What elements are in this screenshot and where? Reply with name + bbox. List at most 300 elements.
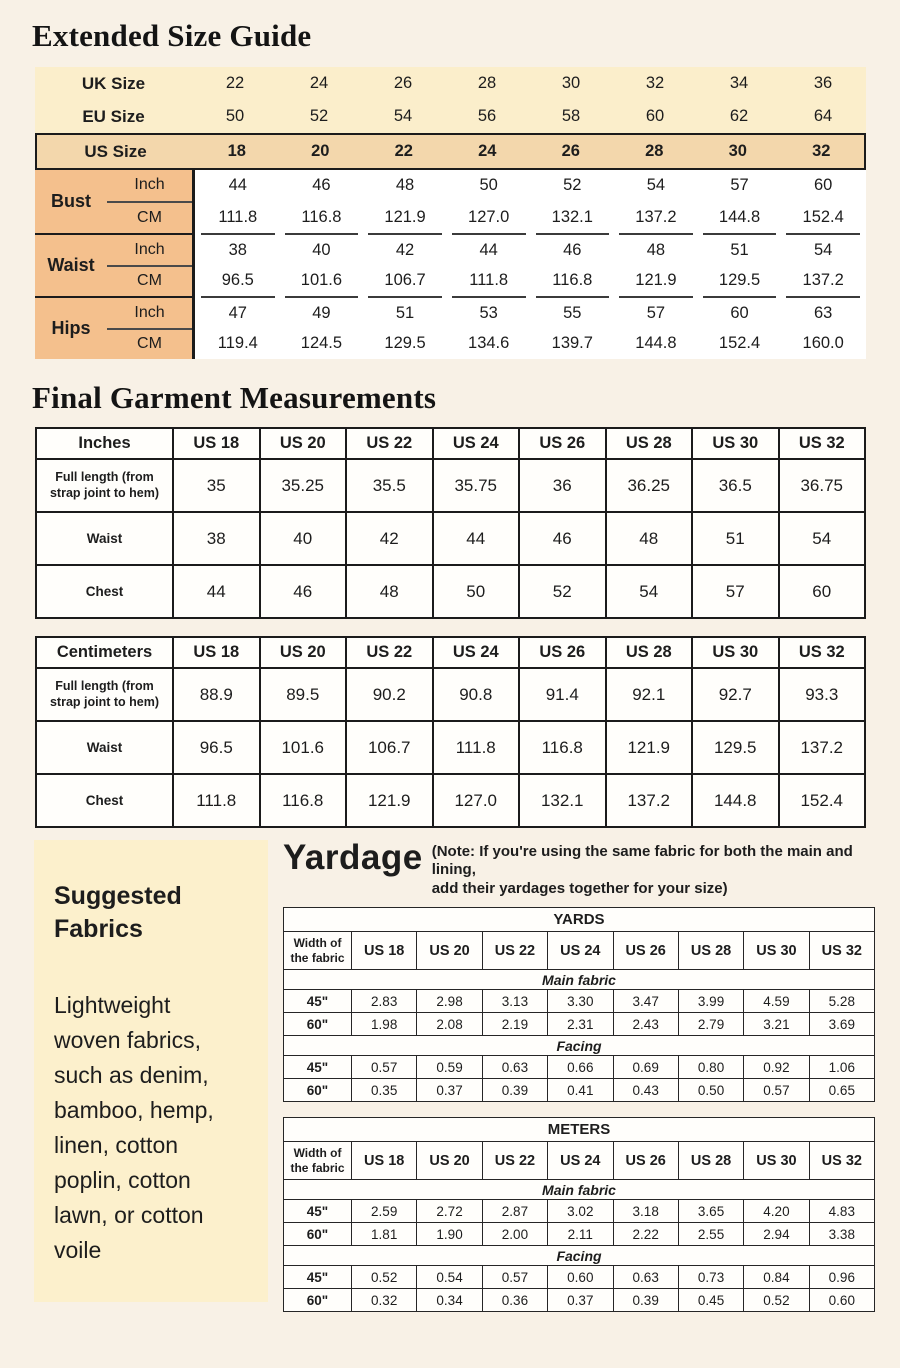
yardage-note <box>432 840 875 898</box>
garment-size-header: US 24 <box>433 428 520 459</box>
yardage-value-cell: 0.45 <box>678 1289 743 1312</box>
garment-value-cell: 54 <box>779 512 866 565</box>
garment-value-cell: 90.2 <box>346 668 433 721</box>
yardage-value-cell: 0.80 <box>678 1056 743 1079</box>
yardage-yards-table-container <box>283 907 875 1102</box>
extended-size-guide-title: Extended Size Guide <box>32 18 312 53</box>
yardage-value-cell: 2.08 <box>417 1013 482 1036</box>
yardage-data-row <box>284 1079 875 1102</box>
yardage-size-header: US 22 <box>482 932 547 970</box>
yardage-value-cell: 0.57 <box>744 1079 809 1102</box>
yardage-data-row <box>284 1266 875 1289</box>
inch-value-cell: 46 <box>312 176 331 195</box>
garment-size-header: US 20 <box>260 428 347 459</box>
yardage-value-cell: 2.59 <box>352 1200 417 1223</box>
garment-size-header: US 32 <box>779 637 866 668</box>
size-value-cell: 28 <box>645 142 664 160</box>
size-value-cell: 30 <box>728 142 747 160</box>
yardage-meters-table-container <box>283 1117 875 1312</box>
yardage-size-header: US 20 <box>417 932 482 970</box>
yardage-unit-header: YARDS <box>284 908 875 932</box>
yardage-value-cell: 0.41 <box>548 1079 613 1102</box>
fabric-width-label: 60" <box>284 1079 352 1102</box>
cm-value-cell: 116.8 <box>552 271 593 290</box>
cm-value-cell: 106.7 <box>384 271 426 290</box>
garment-size-header: US 18 <box>173 428 260 459</box>
garment-data-row <box>36 721 865 774</box>
yardage-header <box>283 840 875 898</box>
suggested-fabrics-title: Suggested Fabrics <box>54 882 182 943</box>
measurement-group <box>35 233 866 296</box>
measurement-column <box>703 296 777 359</box>
yardage-section-label: Main fabric <box>284 1180 875 1200</box>
yardage-value-cell: 1.81 <box>352 1223 417 1246</box>
garment-value-cell: 137.2 <box>779 721 866 774</box>
size-value-cell: 64 <box>813 107 833 125</box>
yardage-value-cell: 0.52 <box>352 1266 417 1289</box>
cm-value-cell: 139.7 <box>551 334 593 353</box>
garment-size-header: US 28 <box>606 637 693 668</box>
yardage-unit-header: METERS <box>284 1118 875 1142</box>
inch-value-cell: 38 <box>228 240 247 259</box>
inch-value-cell: 51 <box>730 240 749 259</box>
yardage-value-cell: 2.19 <box>482 1013 547 1036</box>
yardage-value-cell: 3.30 <box>548 990 613 1013</box>
size-value-cell: 32 <box>645 74 665 92</box>
yardage-value-cell: 0.34 <box>417 1289 482 1312</box>
measurement-column <box>285 170 359 233</box>
yardage-value-cell: 0.50 <box>678 1079 743 1102</box>
yardage-value-cell: 0.69 <box>613 1056 678 1079</box>
garment-value-cell: 127.0 <box>433 774 520 827</box>
measurement-column <box>285 233 359 296</box>
size-conversion-values <box>192 100 866 133</box>
measurement-name: Bust <box>35 170 107 233</box>
yardage-value-cell: 0.92 <box>744 1056 809 1079</box>
yardage-size-header: US 32 <box>809 1142 874 1180</box>
cm-value-cell: 96.5 <box>221 271 254 290</box>
yardage-value-cell: 0.84 <box>744 1266 809 1289</box>
garment-measurements-inches-container <box>0 427 900 619</box>
garment-size-header: US 22 <box>346 428 433 459</box>
yardage-size-header: US 26 <box>613 1142 678 1180</box>
garment-size-header: US 22 <box>346 637 433 668</box>
inch-value-cell: 60 <box>730 303 749 322</box>
measurement-column <box>452 296 526 359</box>
yardage-value-cell: 0.32 <box>352 1289 417 1312</box>
garment-data-row <box>36 512 865 565</box>
yardage-value-cell: 2.43 <box>613 1013 678 1036</box>
yardage-unit-row <box>284 908 875 932</box>
yardage-value-cell: 2.72 <box>417 1200 482 1223</box>
yardage-value-cell: 0.52 <box>744 1289 809 1312</box>
cm-value-cell: 137.2 <box>802 271 844 290</box>
yardage-table <box>283 907 875 1102</box>
size-system-label: UK Size <box>81 73 146 93</box>
inch-value-cell: 54 <box>814 240 833 259</box>
yardage-value-cell: 0.73 <box>678 1266 743 1289</box>
cm-value-cell: 127.0 <box>468 207 510 226</box>
inch-value-cell: 47 <box>228 303 247 322</box>
inch-value-cell: 57 <box>730 176 749 195</box>
yardage-value-cell: 0.63 <box>613 1266 678 1289</box>
measurement-column <box>201 296 275 359</box>
cm-value-cell: 121.9 <box>384 207 426 226</box>
measurement-column <box>201 170 275 233</box>
measurement-column <box>619 296 693 359</box>
garment-value-cell: 116.8 <box>260 774 347 827</box>
garment-value-cell: 144.8 <box>692 774 779 827</box>
fabric-width-label: 45" <box>284 1200 352 1223</box>
fabric-width-header: Width of the fabric <box>284 932 352 970</box>
fabric-width-label: 60" <box>284 1013 352 1036</box>
fabric-width-label: 60" <box>284 1289 352 1312</box>
measurement-name: Waist <box>35 233 107 296</box>
measurement-column <box>703 233 777 296</box>
measurement-name: Hips <box>35 296 107 359</box>
measurement-column <box>619 233 693 296</box>
garment-unit-header: Centimeters <box>36 637 173 668</box>
inch-value-cell: 51 <box>395 303 415 322</box>
garment-data-row <box>36 668 865 721</box>
yardage-value-cell: 2.31 <box>548 1013 613 1036</box>
garment-value-cell: 111.8 <box>433 721 520 774</box>
size-value-cell: 24 <box>309 74 329 92</box>
garment-value-cell: 48 <box>606 512 693 565</box>
garment-value-cell: 35.25 <box>260 459 347 512</box>
inch-value-cell: 55 <box>563 303 582 322</box>
inch-value-cell: 50 <box>479 176 498 195</box>
inch-value-cell: 48 <box>646 240 666 259</box>
measurement-column <box>536 296 610 359</box>
garment-data-row <box>36 565 865 618</box>
size-value-cell: 26 <box>561 142 580 160</box>
fabric-width-label: 45" <box>284 1056 352 1079</box>
garment-value-cell: 132.1 <box>519 774 606 827</box>
yardage-value-cell: 0.35 <box>352 1079 417 1102</box>
measurement-values <box>192 233 866 296</box>
cm-value-cell: 121.9 <box>635 271 677 290</box>
garment-value-cell: 54 <box>606 565 693 618</box>
yardage-section-label: Facing <box>284 1036 875 1056</box>
garment-row-label: Waist <box>36 512 173 565</box>
inch-value-cell: 57 <box>646 303 666 322</box>
yardage-value-cell: 3.99 <box>678 990 743 1013</box>
yardage-note-line1: (Note: If you're using the same fabric for both the main and lining, <box>431 843 853 879</box>
yardage-value-cell: 0.39 <box>482 1079 547 1102</box>
unit-cm-label: CM <box>137 208 162 226</box>
cm-value-cell: 152.4 <box>718 334 761 353</box>
size-value-cell: 32 <box>812 142 831 160</box>
size-value-cell: 18 <box>227 142 246 160</box>
size-value-cell: 28 <box>477 74 497 92</box>
cm-value-cell: 137.2 <box>635 207 677 226</box>
garment-value-cell: 35.5 <box>346 459 433 512</box>
garment-row-label: Chest <box>36 565 173 618</box>
yardage-value-cell: 0.36 <box>482 1289 547 1312</box>
yardage-value-cell: 0.59 <box>417 1056 482 1079</box>
size-conversion-row <box>35 133 866 170</box>
garment-value-cell: 44 <box>173 565 260 618</box>
yardage-size-row <box>284 932 875 970</box>
size-conversion-row <box>35 100 866 133</box>
cm-value-cell: 144.8 <box>718 207 761 226</box>
unit-cm-label: CM <box>137 335 162 353</box>
garment-value-cell: 52 <box>519 565 606 618</box>
yardage-size-header: US 18 <box>352 1142 417 1180</box>
yardage-section-row <box>284 970 875 990</box>
garment-header-row <box>36 637 865 668</box>
inch-value-cell: 52 <box>563 176 582 195</box>
yardage-value-cell: 0.96 <box>809 1266 874 1289</box>
fabric-width-header: Width of the fabric <box>284 1142 352 1180</box>
garment-row-label: Full length (from strap joint to hem) <box>36 459 173 512</box>
size-value-cell: 56 <box>477 107 497 125</box>
unit-inch-label: Inch <box>107 235 192 267</box>
yardage-data-row <box>284 1013 875 1036</box>
unit-inch-label: Inch <box>107 170 192 203</box>
yardage-size-header: US 24 <box>548 1142 613 1180</box>
size-value-cell: 30 <box>561 74 581 92</box>
size-value-cell: 26 <box>393 74 413 92</box>
yardage-value-cell: 0.57 <box>352 1056 417 1079</box>
garment-value-cell: 92.7 <box>692 668 779 721</box>
final-garment-measurements-title: Final Garment Measurements <box>32 380 437 415</box>
garment-value-cell: 137.2 <box>606 774 693 827</box>
yardage-size-header: US 30 <box>744 1142 809 1180</box>
garment-value-cell: 116.8 <box>519 721 606 774</box>
garment-data-row <box>36 774 865 827</box>
unit-inch-label: Inch <box>107 298 192 330</box>
size-value-cell: 62 <box>729 107 749 125</box>
size-value-cell: 24 <box>478 142 497 160</box>
garment-value-cell: 89.5 <box>260 668 347 721</box>
yardage-value-cell: 4.20 <box>744 1200 809 1223</box>
yardage-section <box>283 840 875 1312</box>
yardage-size-header: US 26 <box>613 932 678 970</box>
cm-value-cell: 144.8 <box>635 334 677 353</box>
garment-value-cell: 51 <box>692 512 779 565</box>
fabric-width-label: 60" <box>284 1223 352 1246</box>
size-value-cell: 34 <box>729 74 749 92</box>
yardage-size-header: US 32 <box>809 932 874 970</box>
yardage-value-cell: 2.83 <box>352 990 417 1013</box>
size-guide-page <box>0 18 900 1368</box>
measurement-values <box>192 296 866 359</box>
cm-value-cell: 129.5 <box>718 271 761 290</box>
measurement-column <box>619 170 693 233</box>
garment-value-cell: 50 <box>433 565 520 618</box>
yardage-value-cell: 3.69 <box>809 1013 874 1036</box>
yardage-data-row <box>284 1200 875 1223</box>
garment-value-cell: 111.8 <box>173 774 260 827</box>
yardage-value-cell: 2.94 <box>744 1223 809 1246</box>
measurement-values <box>192 170 866 233</box>
size-value-cell: 60 <box>645 107 665 125</box>
garment-value-cell: 101.6 <box>260 721 347 774</box>
garment-size-header: US 26 <box>519 428 606 459</box>
garment-value-cell: 121.9 <box>346 774 433 827</box>
yardage-value-cell: 5.28 <box>809 990 874 1013</box>
yardage-value-cell: 3.18 <box>613 1200 678 1223</box>
measurement-column <box>368 296 442 359</box>
size-value-cell: 20 <box>311 142 330 160</box>
cm-value-cell: 160.0 <box>802 334 844 353</box>
yardage-value-cell: 3.13 <box>482 990 547 1013</box>
yardage-value-cell: 0.57 <box>482 1266 547 1289</box>
measurement-units <box>107 170 192 233</box>
garment-unit-header: Inches <box>36 428 173 459</box>
inch-value-cell: 44 <box>228 176 247 195</box>
size-value-cell: 54 <box>393 107 413 125</box>
cm-value-cell: 134.6 <box>468 334 510 353</box>
garment-value-cell: 35 <box>173 459 260 512</box>
yardage-section-row <box>284 1036 875 1056</box>
garment-value-cell: 91.4 <box>519 668 606 721</box>
garment-table <box>35 427 866 619</box>
yardage-value-cell: 2.87 <box>482 1200 547 1223</box>
garment-value-cell: 38 <box>173 512 260 565</box>
garment-value-cell: 36.75 <box>779 459 866 512</box>
garment-value-cell: 35.75 <box>433 459 520 512</box>
garment-value-cell: 46 <box>260 565 347 618</box>
measurement-column <box>452 170 526 233</box>
yardage-value-cell: 0.63 <box>482 1056 547 1079</box>
yardage-size-header: US 28 <box>678 1142 743 1180</box>
yardage-title: Yardage <box>283 838 423 877</box>
yardage-value-cell: 1.98 <box>352 1013 417 1036</box>
yardage-unit-row <box>284 1118 875 1142</box>
inch-value-cell: 48 <box>395 176 415 195</box>
yardage-value-cell: 0.54 <box>417 1266 482 1289</box>
garment-table <box>35 636 866 828</box>
garment-value-cell: 36.5 <box>692 459 779 512</box>
garment-value-cell: 96.5 <box>173 721 260 774</box>
garment-value-cell: 48 <box>346 565 433 618</box>
garment-value-cell: 121.9 <box>606 721 693 774</box>
yardage-value-cell: 3.47 <box>613 990 678 1013</box>
yardage-value-cell: 3.38 <box>809 1223 874 1246</box>
yardage-data-row <box>284 1056 875 1079</box>
garment-value-cell: 129.5 <box>692 721 779 774</box>
measurement-column <box>201 233 275 296</box>
size-conversion-rows <box>35 67 866 170</box>
garment-size-header: US 30 <box>692 428 779 459</box>
measurement-column <box>368 170 442 233</box>
size-value-cell: 50 <box>225 107 245 125</box>
garment-measurements-centimeters-container <box>0 636 900 828</box>
yardage-size-header: US 28 <box>678 932 743 970</box>
garment-value-cell: 88.9 <box>173 668 260 721</box>
yardage-size-row <box>284 1142 875 1180</box>
inch-value-cell: 46 <box>563 240 582 259</box>
garment-value-cell: 46 <box>519 512 606 565</box>
cm-value-cell: 132.1 <box>551 207 593 226</box>
size-conversion-values <box>192 67 866 100</box>
garment-size-header: US 28 <box>606 428 693 459</box>
suggested-fabrics-text: Lightweight woven fabrics, such as denim, bamboo, hemp, linen, cotton poplin, cotton lawn, or cotton voile <box>54 992 214 1263</box>
yardage-value-cell: 1.06 <box>809 1056 874 1079</box>
yardage-value-cell: 3.21 <box>744 1013 809 1036</box>
garment-row-label: Chest <box>36 774 173 827</box>
garment-size-header: US 30 <box>692 637 779 668</box>
yardage-section-row <box>284 1246 875 1266</box>
yardage-value-cell: 2.22 <box>613 1223 678 1246</box>
yardage-value-cell: 2.79 <box>678 1013 743 1036</box>
yardage-value-cell: 1.90 <box>417 1223 482 1246</box>
garment-row-label: Waist <box>36 721 173 774</box>
garment-row-label: Full length (from strap joint to hem) <box>36 668 173 721</box>
cm-value-cell: 111.8 <box>218 207 258 226</box>
cm-value-cell: 124.5 <box>300 334 343 353</box>
yardage-value-cell: 2.11 <box>548 1223 613 1246</box>
measurement-units <box>107 233 192 296</box>
garment-size-header: US 26 <box>519 637 606 668</box>
yardage-section-label: Facing <box>284 1246 875 1266</box>
inch-value-cell: 63 <box>814 303 833 322</box>
yardage-size-header: US 18 <box>352 932 417 970</box>
size-value-cell: 52 <box>309 107 329 125</box>
inch-value-cell: 49 <box>312 303 331 322</box>
extended-size-guide-table <box>35 67 866 359</box>
yardage-value-cell: 0.65 <box>809 1079 874 1102</box>
yardage-data-row <box>284 1289 875 1312</box>
inch-value-cell: 44 <box>479 240 498 259</box>
garment-value-cell: 57 <box>692 565 779 618</box>
garment-value-cell: 106.7 <box>346 721 433 774</box>
size-system-label: EU Size <box>82 106 145 126</box>
inch-value-cell: 53 <box>479 303 498 322</box>
measurement-column <box>285 296 359 359</box>
garment-value-cell: 90.8 <box>433 668 520 721</box>
measurement-group <box>35 170 866 233</box>
garment-value-cell: 36 <box>519 459 606 512</box>
garment-value-cell: 93.3 <box>779 668 866 721</box>
yardage-section-label: Main fabric <box>284 970 875 990</box>
inch-value-cell: 42 <box>395 240 415 259</box>
size-system-label: US Size <box>84 141 147 161</box>
garment-size-header: US 32 <box>779 428 866 459</box>
yardage-value-cell: 2.00 <box>482 1223 547 1246</box>
yardage-value-cell: 0.66 <box>548 1056 613 1079</box>
garment-size-header: US 20 <box>260 637 347 668</box>
measurement-column <box>368 233 442 296</box>
garment-value-cell: 92.1 <box>606 668 693 721</box>
cm-value-cell: 111.8 <box>469 271 509 290</box>
yardage-size-header: US 30 <box>744 932 809 970</box>
size-value-cell: 22 <box>394 142 413 160</box>
yardage-value-cell: 0.43 <box>613 1079 678 1102</box>
size-conversion-values <box>194 135 864 168</box>
yardage-note-line2: add their yardages together for your size) <box>431 879 728 897</box>
yardage-value-cell: 0.60 <box>548 1266 613 1289</box>
measurement-column <box>703 170 777 233</box>
cm-value-cell: 116.8 <box>301 207 342 226</box>
suggested-fabrics-panel <box>34 840 268 1302</box>
garment-value-cell: 40 <box>260 512 347 565</box>
cm-value-cell: 101.6 <box>300 271 343 290</box>
garment-data-row <box>36 459 865 512</box>
size-value-cell: 58 <box>561 107 581 125</box>
measurement-column <box>786 296 860 359</box>
measurement-column <box>786 170 860 233</box>
garment-value-cell: 36.25 <box>606 459 693 512</box>
yardage-value-cell: 4.59 <box>744 990 809 1013</box>
inch-value-cell: 40 <box>312 240 331 259</box>
yardage-value-cell: 4.83 <box>809 1200 874 1223</box>
garment-value-cell: 60 <box>779 565 866 618</box>
yardage-value-cell: 0.37 <box>417 1079 482 1102</box>
